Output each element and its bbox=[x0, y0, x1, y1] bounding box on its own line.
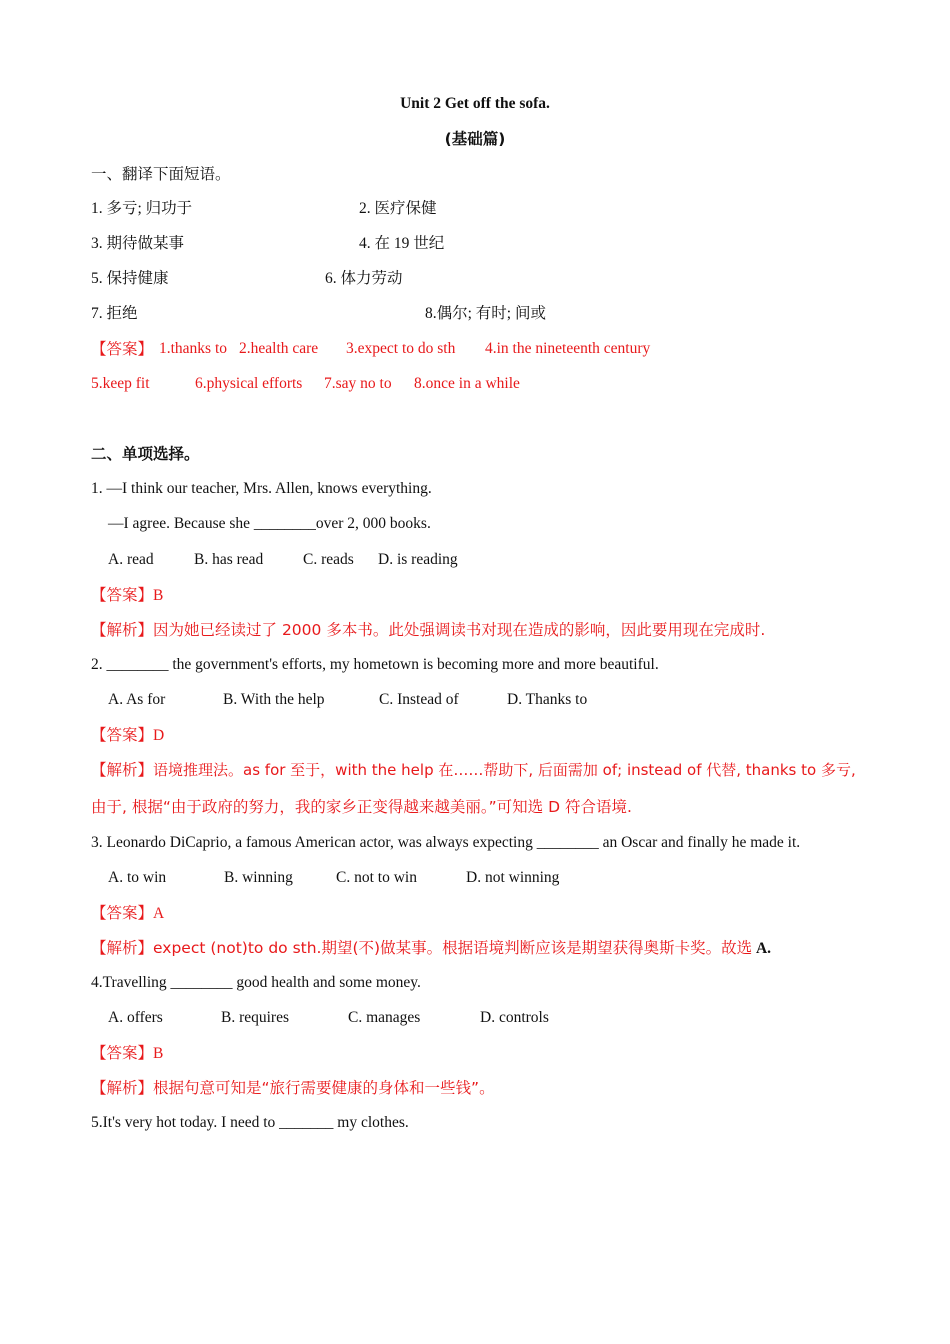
page-title: Unit 2 Get off the sofa. bbox=[400, 95, 550, 112]
q4-option-a: A. offers bbox=[108, 1009, 163, 1026]
phrase-7: 7. 拒绝 bbox=[91, 305, 138, 322]
q1-answer bbox=[91, 585, 163, 606]
q2-option-b: B. With the help bbox=[223, 691, 325, 708]
q3-option-d: D. not winning bbox=[466, 869, 560, 886]
answer-phrase-2: 2.health care bbox=[239, 340, 319, 357]
q2-analysis-text-1: 语境推理法。as for 至于，with the help 在……帮助下, 后面需加 of; instead of 代替, thanks to 多亏, bbox=[153, 761, 856, 779]
q2-answer bbox=[91, 725, 164, 746]
q1-option-b: B. has read bbox=[194, 551, 264, 568]
q3-stem: 3. Leonardo DiCaprio, a famous American actor, was always expecting ________ an Oscar and finally he made it. bbox=[91, 834, 801, 851]
q3-answer bbox=[91, 903, 164, 924]
phrase-1: 1. 多亏; 归功于 bbox=[91, 200, 193, 217]
analysis-tag: 【解析】 bbox=[91, 761, 154, 779]
section2-heading: 二、单项选择。 bbox=[91, 445, 200, 463]
analysis-tag: 【解析】 bbox=[91, 621, 154, 639]
answer-phrase-4: 4.in the nineteenth century bbox=[485, 340, 651, 357]
q4-analysis-text: 根据句意可知是“旅行需要健康的身体和一些钱”。 bbox=[153, 1079, 495, 1097]
q3-option-b: B. winning bbox=[224, 869, 293, 886]
q2-stem: 2. ________ the government's efforts, my hometown is becoming more and more beautiful. bbox=[91, 656, 659, 673]
q4-option-d: D. controls bbox=[480, 1009, 549, 1026]
page-subtitle: (基础篇) bbox=[444, 130, 506, 148]
analysis-tag: 【解析】 bbox=[91, 939, 154, 957]
q3-analysis-text: expect (not)to do sth.期望(不)做某事。根据语境判断应该是期望获得奥斯卡奖。故选 bbox=[153, 939, 753, 957]
phrase-8: 8.偶尔; 有时; 间或 bbox=[425, 305, 546, 322]
q3-answer-value: A bbox=[153, 905, 165, 922]
analysis-tag: 【解析】 bbox=[91, 1079, 154, 1097]
q1-option-c: C. reads bbox=[303, 551, 354, 568]
q5-stem: 5.It's very hot today. I need to _______ my clothes. bbox=[91, 1114, 409, 1131]
q2-option-d: D. Thanks to bbox=[507, 691, 588, 708]
answer-phrase-5: 5.keep fit bbox=[91, 375, 150, 392]
q2-answer-value: D bbox=[153, 727, 165, 744]
q3-analysis bbox=[91, 938, 771, 959]
phrase-6: 6. 体力劳动 bbox=[325, 270, 403, 287]
q2-option-c: C. Instead of bbox=[379, 691, 459, 708]
answer-tag: 【答案】 bbox=[91, 1044, 154, 1062]
answer-tag: 【答案】 bbox=[91, 340, 154, 358]
q4-option-c: C. manages bbox=[348, 1009, 421, 1026]
q2-option-a: A. As for bbox=[108, 691, 166, 708]
q1-stem: 1. —I think our teacher, Mrs. Allen, knows everything. bbox=[91, 480, 432, 497]
q1-analysis-text: 因为她已经读过了 2000 多本书。此处强调读书对现在造成的影响，因此要用现在完成时. bbox=[153, 621, 766, 639]
q1-option-a: A. read bbox=[108, 551, 154, 568]
answer-tag: 【答案】 bbox=[91, 726, 154, 744]
answer-phrase-3: 3.expect to do sth bbox=[346, 340, 456, 357]
answer-phrase-1: 1.thanks to bbox=[159, 340, 228, 357]
answer-tag: 【答案】 bbox=[91, 904, 154, 922]
q4-answer bbox=[91, 1043, 163, 1064]
q2-analysis-line2: 由于, 根据“由于政府的努力，我的家乡正变得越来越美丽。”可知选 D 符合语境. bbox=[91, 798, 632, 816]
q4-answer-value: B bbox=[153, 1045, 164, 1062]
q3-analysis-choice: A. bbox=[755, 940, 772, 957]
q1-answer-value: B bbox=[153, 587, 164, 604]
q4-stem: 4.Travelling ________ good health and some money. bbox=[91, 974, 421, 991]
q2-analysis-line1 bbox=[91, 760, 856, 781]
section1-heading: 一、翻译下面短语。 bbox=[91, 165, 231, 183]
q3-option-a: A. to win bbox=[108, 869, 167, 886]
q1-option-d: D. is reading bbox=[378, 551, 458, 568]
q4-option-b: B. requires bbox=[221, 1009, 290, 1026]
phrase-2: 2. 医疗保健 bbox=[359, 200, 437, 217]
phrase-3: 3. 期待做某事 bbox=[91, 235, 185, 252]
answer-phrase-6: 6.physical efforts bbox=[195, 375, 303, 392]
q3-option-c: C. not to win bbox=[336, 869, 417, 886]
q4-analysis bbox=[91, 1078, 495, 1098]
q1-response: —I agree. Because she ________over 2, 000 books. bbox=[108, 515, 431, 532]
phrase-4: 4. 在 19 世纪 bbox=[359, 235, 445, 252]
answer-phrase-7: 7.say no to bbox=[324, 375, 392, 392]
answer-phrase-8: 8.once in a while bbox=[414, 375, 520, 392]
phrase-5: 5. 保持健康 bbox=[91, 270, 169, 287]
q1-analysis bbox=[91, 620, 765, 641]
answer-tag: 【答案】 bbox=[91, 586, 154, 604]
